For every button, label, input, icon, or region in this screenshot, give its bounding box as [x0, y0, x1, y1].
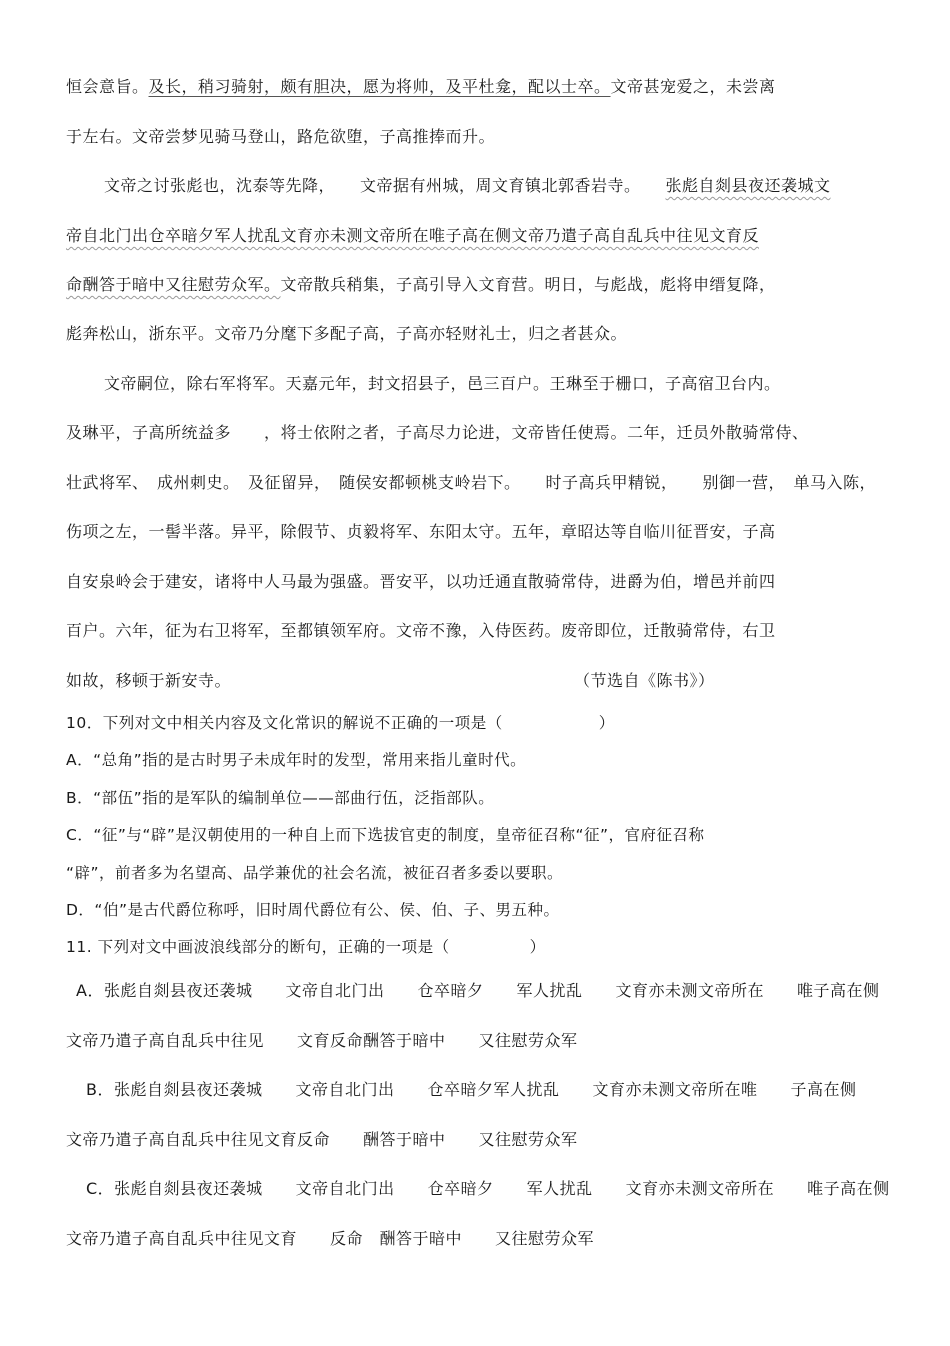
question-10-option-a: A．“总角”指的是古时男子未成年时的发型，常用来指儿童时代。	[66, 751, 527, 769]
underlined-sentence: 及长，稍习骑射，颇有胆决，愿为将帅，及平杜龛，配以士卒。	[148, 77, 611, 96]
passage-text: 文帝之讨张彪也，沈泰等先降， 文帝据有州城，周文育镇北郭香岩寺。	[104, 176, 666, 195]
question-11-option-c-cont: 文帝乃遣子高自乱兵中往见文育 反命 酬答于暗中 又往慰劳众军	[66, 1229, 595, 1248]
passage-line-12: 百户。六年，征为右卫将军，至都镇领军府。文帝不豫，入侍医药。废帝即位，迁散骑常侍，右卫	[66, 621, 776, 640]
question-11-option-c: C．张彪自剡县夜还袭城 文帝自北门出 仓卒暗夕 军人扰乱 文育亦未测文帝所在 唯子高在侧	[86, 1179, 890, 1198]
wavy-underlined-text: 张彪自剡县夜还袭城文	[665, 176, 831, 195]
question-11-option-a-cont: 文帝乃遣子高自乱兵中往见 文育反命酬答于暗中 又往慰劳众军	[66, 1031, 578, 1050]
question-10-stem: 10．下列对文中相关内容及文化常识的解说不正确的一项是（ ）	[66, 714, 615, 732]
question-11-option-b-cont: 文帝乃遣子高自乱兵中往见文育反命 酬答于暗中 又往慰劳众军	[66, 1130, 578, 1149]
passage-line-13: 如故，移顿于新安寺。	[66, 671, 232, 690]
wavy-underlined-text: 命酬答于暗中又往慰劳众军。	[66, 275, 281, 294]
passage-line-8: 及琳平，子高所统益多 ，将士依附之者，子高尽力论进，文帝皆任使焉。二年，迁员外散骑常侍、	[66, 423, 809, 442]
passage-line-3	[104, 176, 831, 196]
passage-line-6: 彪奔松山，浙东平。文帝乃分麾下多配子高，子高亦轻财礼士，归之者甚众。	[66, 324, 628, 343]
question-11-stem: 11. 下列对文中画波浪线部分的断句，正确的一项是（ ）	[66, 938, 546, 956]
question-11-option-b: B．张彪自剡县夜还袭城 文帝自北门出 仓卒暗夕军人扰乱 文育亦未测文帝所在唯 子高在侧	[86, 1080, 857, 1099]
passage-line-2: 于左右。文帝尝梦见骑马登山，路危欲堕，子高推捧而升。	[66, 127, 496, 146]
passage-text: 恒会意旨。	[66, 77, 149, 96]
question-10-option-c-cont: “辟”，前者多为名望高、品学兼优的社会名流，被征召者多委以要职。	[66, 864, 564, 882]
passage-line-5	[66, 275, 776, 295]
question-10-option-b: B．“部伍”指的是军队的编制单位——部曲行伍，泛指部队。	[66, 789, 495, 807]
passage-text: 文帝甚宠爱之，未尝离	[610, 77, 776, 96]
passage-text: 文帝散兵稍集，子高引导入文育营。明日，与彪战，彪将申缙复降，	[280, 275, 776, 294]
source-citation: （节选自《陈书》）	[574, 671, 715, 690]
passage-line-10: 伤项之左，一髻半落。异平，除假节、贞毅将军、东阳太守。五年，章昭达等自临川征晋安，子高	[66, 522, 776, 541]
passage-line-4-wavy: 帝自北门出仓卒暗夕军人扰乱文育亦未测文帝所在唯子高在侧文帝乃遣子高自乱兵中往见文育反	[66, 226, 760, 245]
passage-line-1	[66, 77, 776, 97]
passage-line-11: 自安泉岭会于建安，诸将中人马最为强盛。晋安平，以功迁通直散骑常侍，进爵为伯，增邑并前四	[66, 572, 776, 591]
question-10-option-d: D．“伯”是古代爵位称呼，旧时周代爵位有公、侯、伯、子、男五种。	[66, 901, 560, 919]
passage-line-7: 文帝嗣位，除右军将军。天嘉元年，封文招县子，邑三百户。王琳至于栅口，子高宿卫台内。	[104, 374, 781, 393]
passage-line-9: 壮武将军、 成州刺史。 及征留异， 随侯安都顿桃支岭岩下。 时子高兵甲精锐， 别御一营， 单马入陈，	[66, 473, 877, 492]
question-10-option-c: C．“征”与“辟”是汉朝使用的一种自上而下选拔官吏的制度，皇帝征召称“征”，官府征召称	[66, 826, 705, 844]
question-11-option-a: A．张彪自剡县夜还袭城 文帝自北门出 仓卒暗夕 军人扰乱 文育亦未测文帝所在 唯子高在侧	[76, 981, 880, 1000]
